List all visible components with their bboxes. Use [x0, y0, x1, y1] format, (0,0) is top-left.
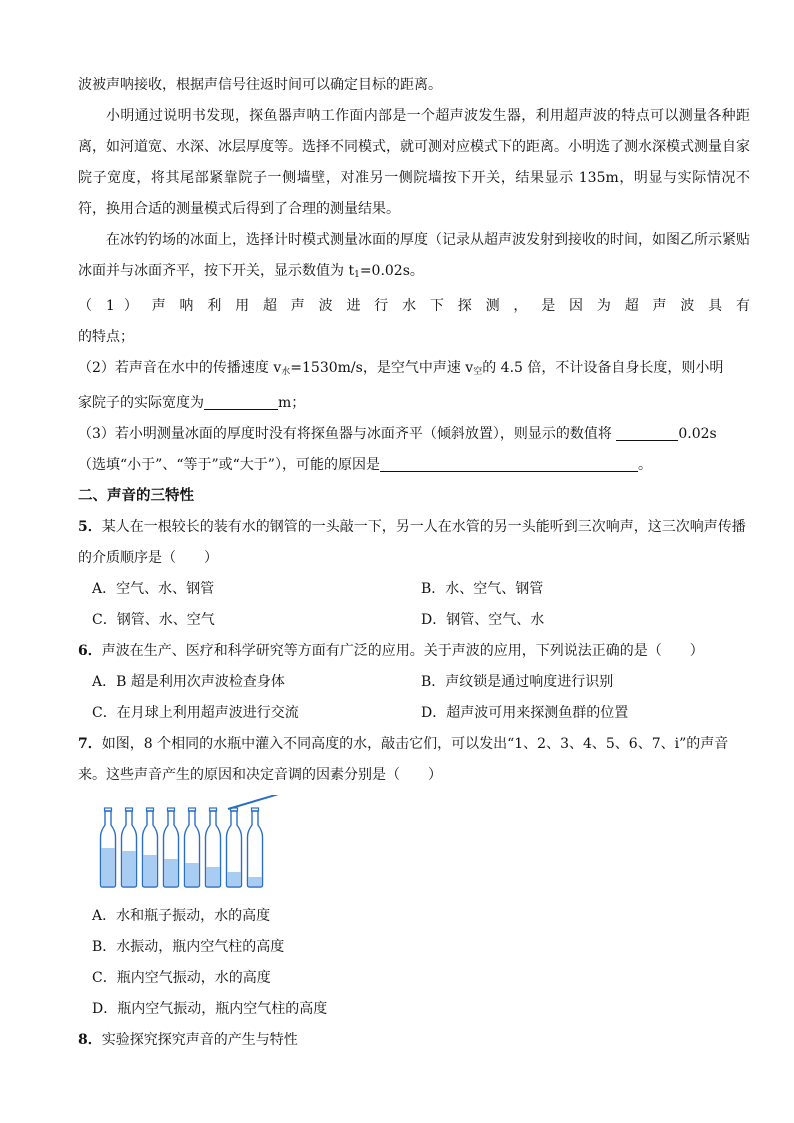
bottle-outline [248, 811, 263, 887]
q2-subscript-air: 空 [473, 367, 483, 377]
sub-question-1-cont: 的特点； [78, 329, 134, 345]
answer-blank-width[interactable] [204, 393, 278, 410]
answer-blank-reading[interactable] [616, 424, 678, 441]
q3-text-b: 0.02s [678, 426, 717, 442]
q3-text-d: 。 [637, 457, 652, 473]
bottle-cap [231, 808, 238, 811]
bottle [101, 808, 116, 887]
option-b[interactable]: B．声纹锁是通过响度进行识别 [421, 674, 614, 690]
q2-subscript-water: 水 [281, 367, 291, 377]
intro-paragraph-2 [78, 225, 750, 291]
water-fill [186, 863, 199, 886]
sub-question-1: （ 1 ） 声 呐 利 用 超 声 波 进 行 水 下 探 测 ， 是 因 为 超 声 波 具 有 [78, 298, 750, 314]
para2-text-end: =0.02s。 [359, 263, 424, 279]
option-a[interactable]: A．B 超是利用次声波检查身体 [92, 674, 285, 690]
option-a[interactable]: A．水和瓶子振动，水的高度 [92, 908, 271, 924]
bottle-cap [168, 808, 175, 811]
q2-text-d: 家院子的实际宽度为 [78, 395, 204, 411]
sub-question-3-cont [78, 450, 750, 481]
q3-text: （3）若小明测量冰面的厚度时没有将探鱼器与冰面齐平（倾斜放置），则显示的数值将 [78, 426, 612, 442]
option-d[interactable]: D．钢管、空气、水 [421, 612, 545, 628]
question-7 [78, 729, 750, 791]
water-fill [123, 851, 136, 886]
options-row [78, 698, 750, 729]
bottle-cap [147, 808, 154, 811]
answer-blank-reason[interactable] [380, 455, 638, 472]
question-number: 8． [78, 1032, 102, 1048]
q2-text-c: 的 4.5 倍，不计设备自身长度，则小明 [482, 360, 724, 376]
question-number: 5． [78, 519, 102, 535]
bottles-illustration [78, 795, 278, 895]
water-fill [249, 877, 262, 886]
question-text: 实验探究探究声音的产生与特性 [101, 1032, 298, 1048]
option-a[interactable]: A．空气、水、钢管 [92, 581, 215, 597]
question-text: 某人在一根较长的装有水的钢管的一头敲一下，另一人在水管的另一头能听到三次响声，这三次响声传播的介质顺序是（ ） [78, 519, 746, 566]
water-fill [102, 848, 115, 886]
question-5 [78, 512, 750, 574]
question-text: 如图，8 个相同的水瓶中灌入不同高度的水，敲击它们，可以发出“1、2、3、4、5、6、7、i”的声音来。这些声音产生的原因和决定音调的因素分别是（ ） [78, 736, 729, 783]
para2-text: 在冰钓钓场的冰面上，选择计时模式测量冰面的厚度（记录从超声波发射到接收的时间，如图乙所示紧贴冰面并与冰面齐平，按下开关，显示数值为 t [78, 232, 750, 279]
question-6 [78, 636, 750, 667]
water-fill [228, 872, 241, 886]
bottle-cap [105, 808, 112, 811]
option-c[interactable]: C．钢管、水、空气 [92, 612, 215, 628]
question-8 [78, 1025, 750, 1056]
bottle [185, 808, 200, 887]
bottle [248, 808, 263, 887]
bottle [164, 808, 179, 887]
intro-paragraph-1: 小明通过说明书发现，探鱼器声呐工作面内部是一个超声波发生器，利用超声波的特点可以测量各种距离，如河道宽、水深、冰层厚度等。选择不同模式，就可测对应模式下的距离。小明选了测水深模式测量自家院子宽度，将其尾部紧靠院子一侧墙壁，对准另一侧院墙按下开关，结果显示 135m，明显与实际情况不符，换用合适的测量模式后得到了合理的测量结果。 [78, 108, 750, 217]
q3-text-c: （选填“小于”、“等于”或“大于”），可能的原因是 [78, 457, 380, 473]
option-d[interactable]: D．瓶内空气振动，瓶内空气柱的高度 [92, 1001, 328, 1017]
bottle-cap [126, 808, 133, 811]
sub-question-2 [78, 353, 750, 388]
para2-subscript: 1 [354, 270, 360, 280]
intro-line: 波被声呐接收，根据声信号往返时间可以确定目标的距离。 [78, 77, 442, 93]
sub-question-2-cont [78, 388, 750, 419]
option-d[interactable]: D．超声波可用来探测鱼群的位置 [421, 705, 629, 721]
bottle-cap [252, 808, 259, 811]
water-fill [165, 859, 178, 886]
q2-text-b: =1530m/s，是空气中声速 v [290, 360, 474, 376]
bottle [206, 808, 221, 887]
bottle-cap [189, 808, 196, 811]
water-fill [207, 867, 220, 886]
bottle [122, 808, 137, 887]
options-row [78, 574, 750, 605]
water-fill [144, 855, 157, 886]
option-c[interactable]: C．在月球上利用超声波进行交流 [92, 705, 299, 721]
bottle [143, 808, 158, 887]
options-row [78, 667, 750, 698]
question-text: 声波在生产、医疗和科学研究等方面有广泛的应用。关于声波的应用，下列说法正确的是（ ） [101, 643, 704, 659]
q2-text: （2）若声音在水中的传播速度 v [78, 360, 282, 376]
q2-text-e: m； [278, 395, 306, 411]
bottle-cap [210, 808, 217, 811]
question-number: 7． [78, 736, 102, 752]
document-page [78, 70, 750, 1056]
mallet-stick [228, 795, 278, 809]
option-b[interactable]: B．水振动，瓶内空气柱的高度 [92, 939, 285, 955]
option-c[interactable]: C．瓶内空气振动，水的高度 [92, 970, 271, 986]
bottles-figure [78, 795, 750, 895]
options-row [78, 605, 750, 636]
sub-question-3 [78, 419, 750, 450]
section-title: 二、声音的三特性 [78, 488, 194, 504]
option-b[interactable]: B．水、空气、钢管 [421, 581, 544, 597]
question-number: 6． [78, 643, 102, 659]
bottle [227, 808, 242, 887]
